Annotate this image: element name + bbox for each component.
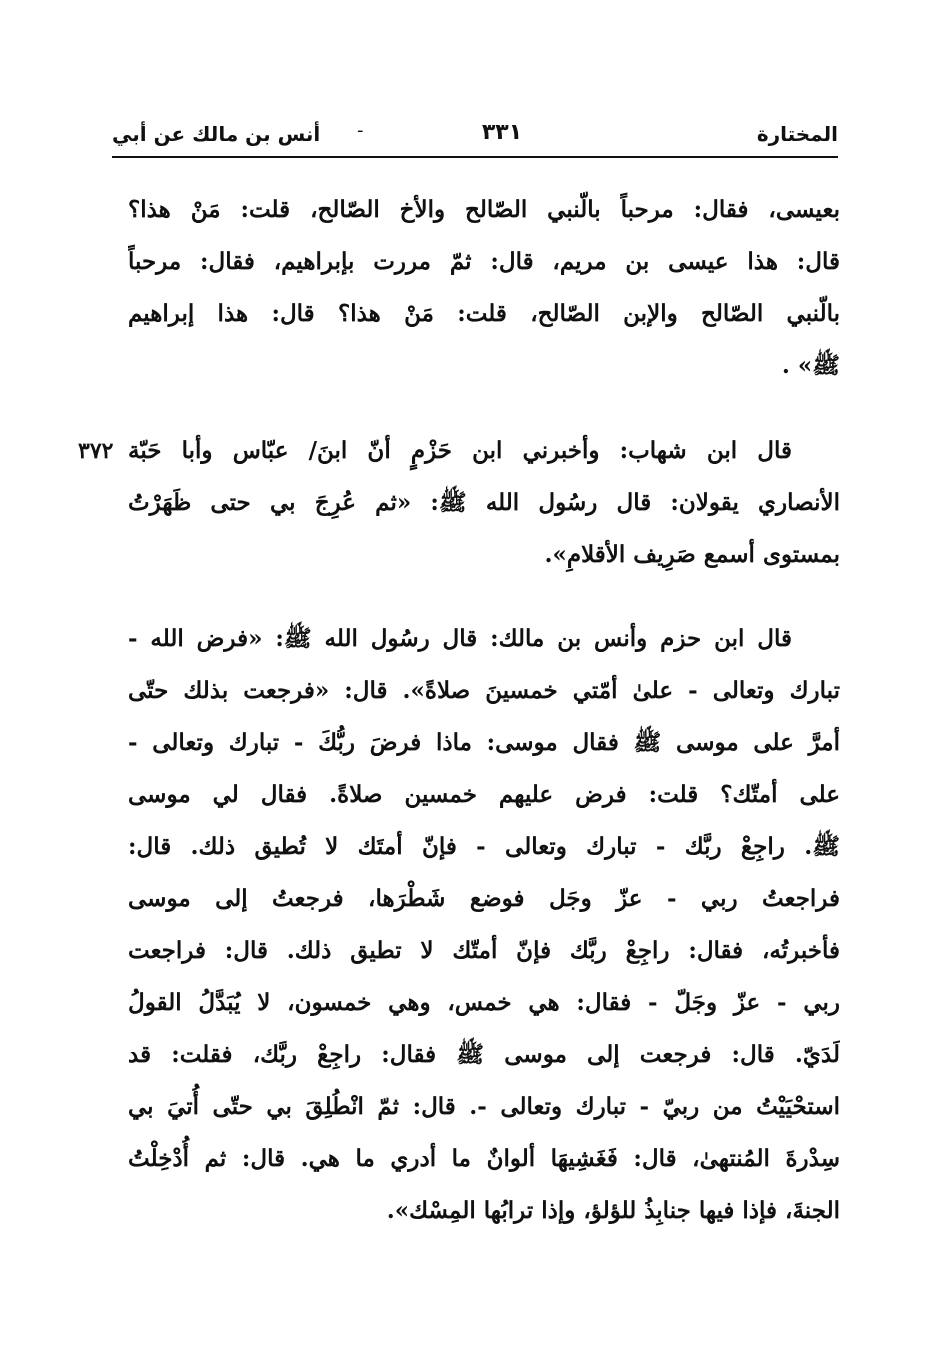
text-line: فأخبرتُه، فقال: راجِعْ ربَّك فإنّ أمتّك لا تطيق ذلك. قال: فراجعت	[128, 937, 840, 964]
text-line: لَدَيّ. قال: فرجعت إلى موسى ﷺ فقال: راجِعْ ربَّك، فقلت: قد	[128, 1041, 840, 1068]
text-line: بعيسى، فقال: مرحباً بالّنبي الصّالح والأخ الصّالح، قلت: مَنْ هذا؟	[128, 196, 840, 223]
header-chapter-title: أنس بن مالك عن أبي	[112, 122, 321, 146]
text-line: فراجعتُ ربي - عزّ وجَل فوضع شَطْرَها، فرجعتُ إلى موسى	[128, 885, 840, 912]
paragraph-2	[128, 425, 840, 581]
running-header	[112, 118, 838, 158]
text-line: استحْيَيْتُ من ربيّ - تبارك وتعالى -. قال: ثمّ انْطُلِقَ بي حتّى أُتيَ بي	[128, 1093, 840, 1120]
page-number: ٣٣١	[481, 120, 523, 145]
text-line: سِدْرةَ المُنتهىٰ، قال: فَغَشِيهَا ألوانٌ ما أدري ما هي. قال: ثم أُدْخِلْتُ	[128, 1145, 840, 1172]
header-rule	[112, 156, 838, 158]
text-line: ربي - عزّ وجَلّ - فقال: هي خمس، وهي خمسون، لا يُبَدَّلُ القولُ	[128, 989, 840, 1016]
text-line: بالّنبي الصّالح والإبن الصّالح، قلت: مَنْ هذا؟ قال: هذا إبراهيم	[128, 300, 840, 327]
text-line: الأنصاري يقولان: قال رسُول الله ﷺ: «ثم عُرِجَ بي حتى ظَهَرْتُ	[128, 489, 840, 516]
text-line: قال ابن شهاب: وأخبرني ابن حَزْمٍ أنّ ابنَ/ عبّاس وأبا حَبّة	[128, 437, 792, 464]
text-line: على أمتّك؟ قلت: فرض عليهم خمسين صلاةً. فقال لي موسى	[128, 781, 840, 808]
text-line: ﷺ» .	[781, 352, 840, 379]
header-separator: -	[357, 120, 364, 141]
paragraph-3	[128, 613, 840, 1237]
text-line: الجنةَ، فإذا فيها جنابِذُ للؤلؤ، وإذا ترابُها المِسْك».	[386, 1197, 840, 1224]
text-line: بمستوى أسمع صَرِيف الأقلامِ».	[544, 541, 840, 568]
paragraph-1	[128, 184, 840, 392]
text-line: قال ابن حزم وأنس بن مالك: قال رسُول الله ﷺ: «فرض الله -	[128, 625, 792, 652]
text-line: ﷺ. راجِعْ ربَّك - تبارك وتعالى - فإنّ أمتَك لا تُطيق ذلك. قال:	[128, 833, 840, 860]
header-book-title: المختارة	[756, 122, 838, 146]
text-line: قال: هذا عيسى بن مريم، قال: ثمّ مررت بإبراهيم، فقال: مرحباً	[128, 248, 840, 275]
text-line: أمرَّ على موسى ﷺ فقال موسى: ماذا فرضَ ربُّكَ - تبارك وتعالى -	[128, 729, 840, 756]
text-line: تبارك وتعالى - علىٰ أمّتي خمسينَ صلاةً». قال: «فرجعت بذلك حتّى	[128, 677, 840, 704]
hadith-number: ٣٧٢	[78, 438, 114, 464]
